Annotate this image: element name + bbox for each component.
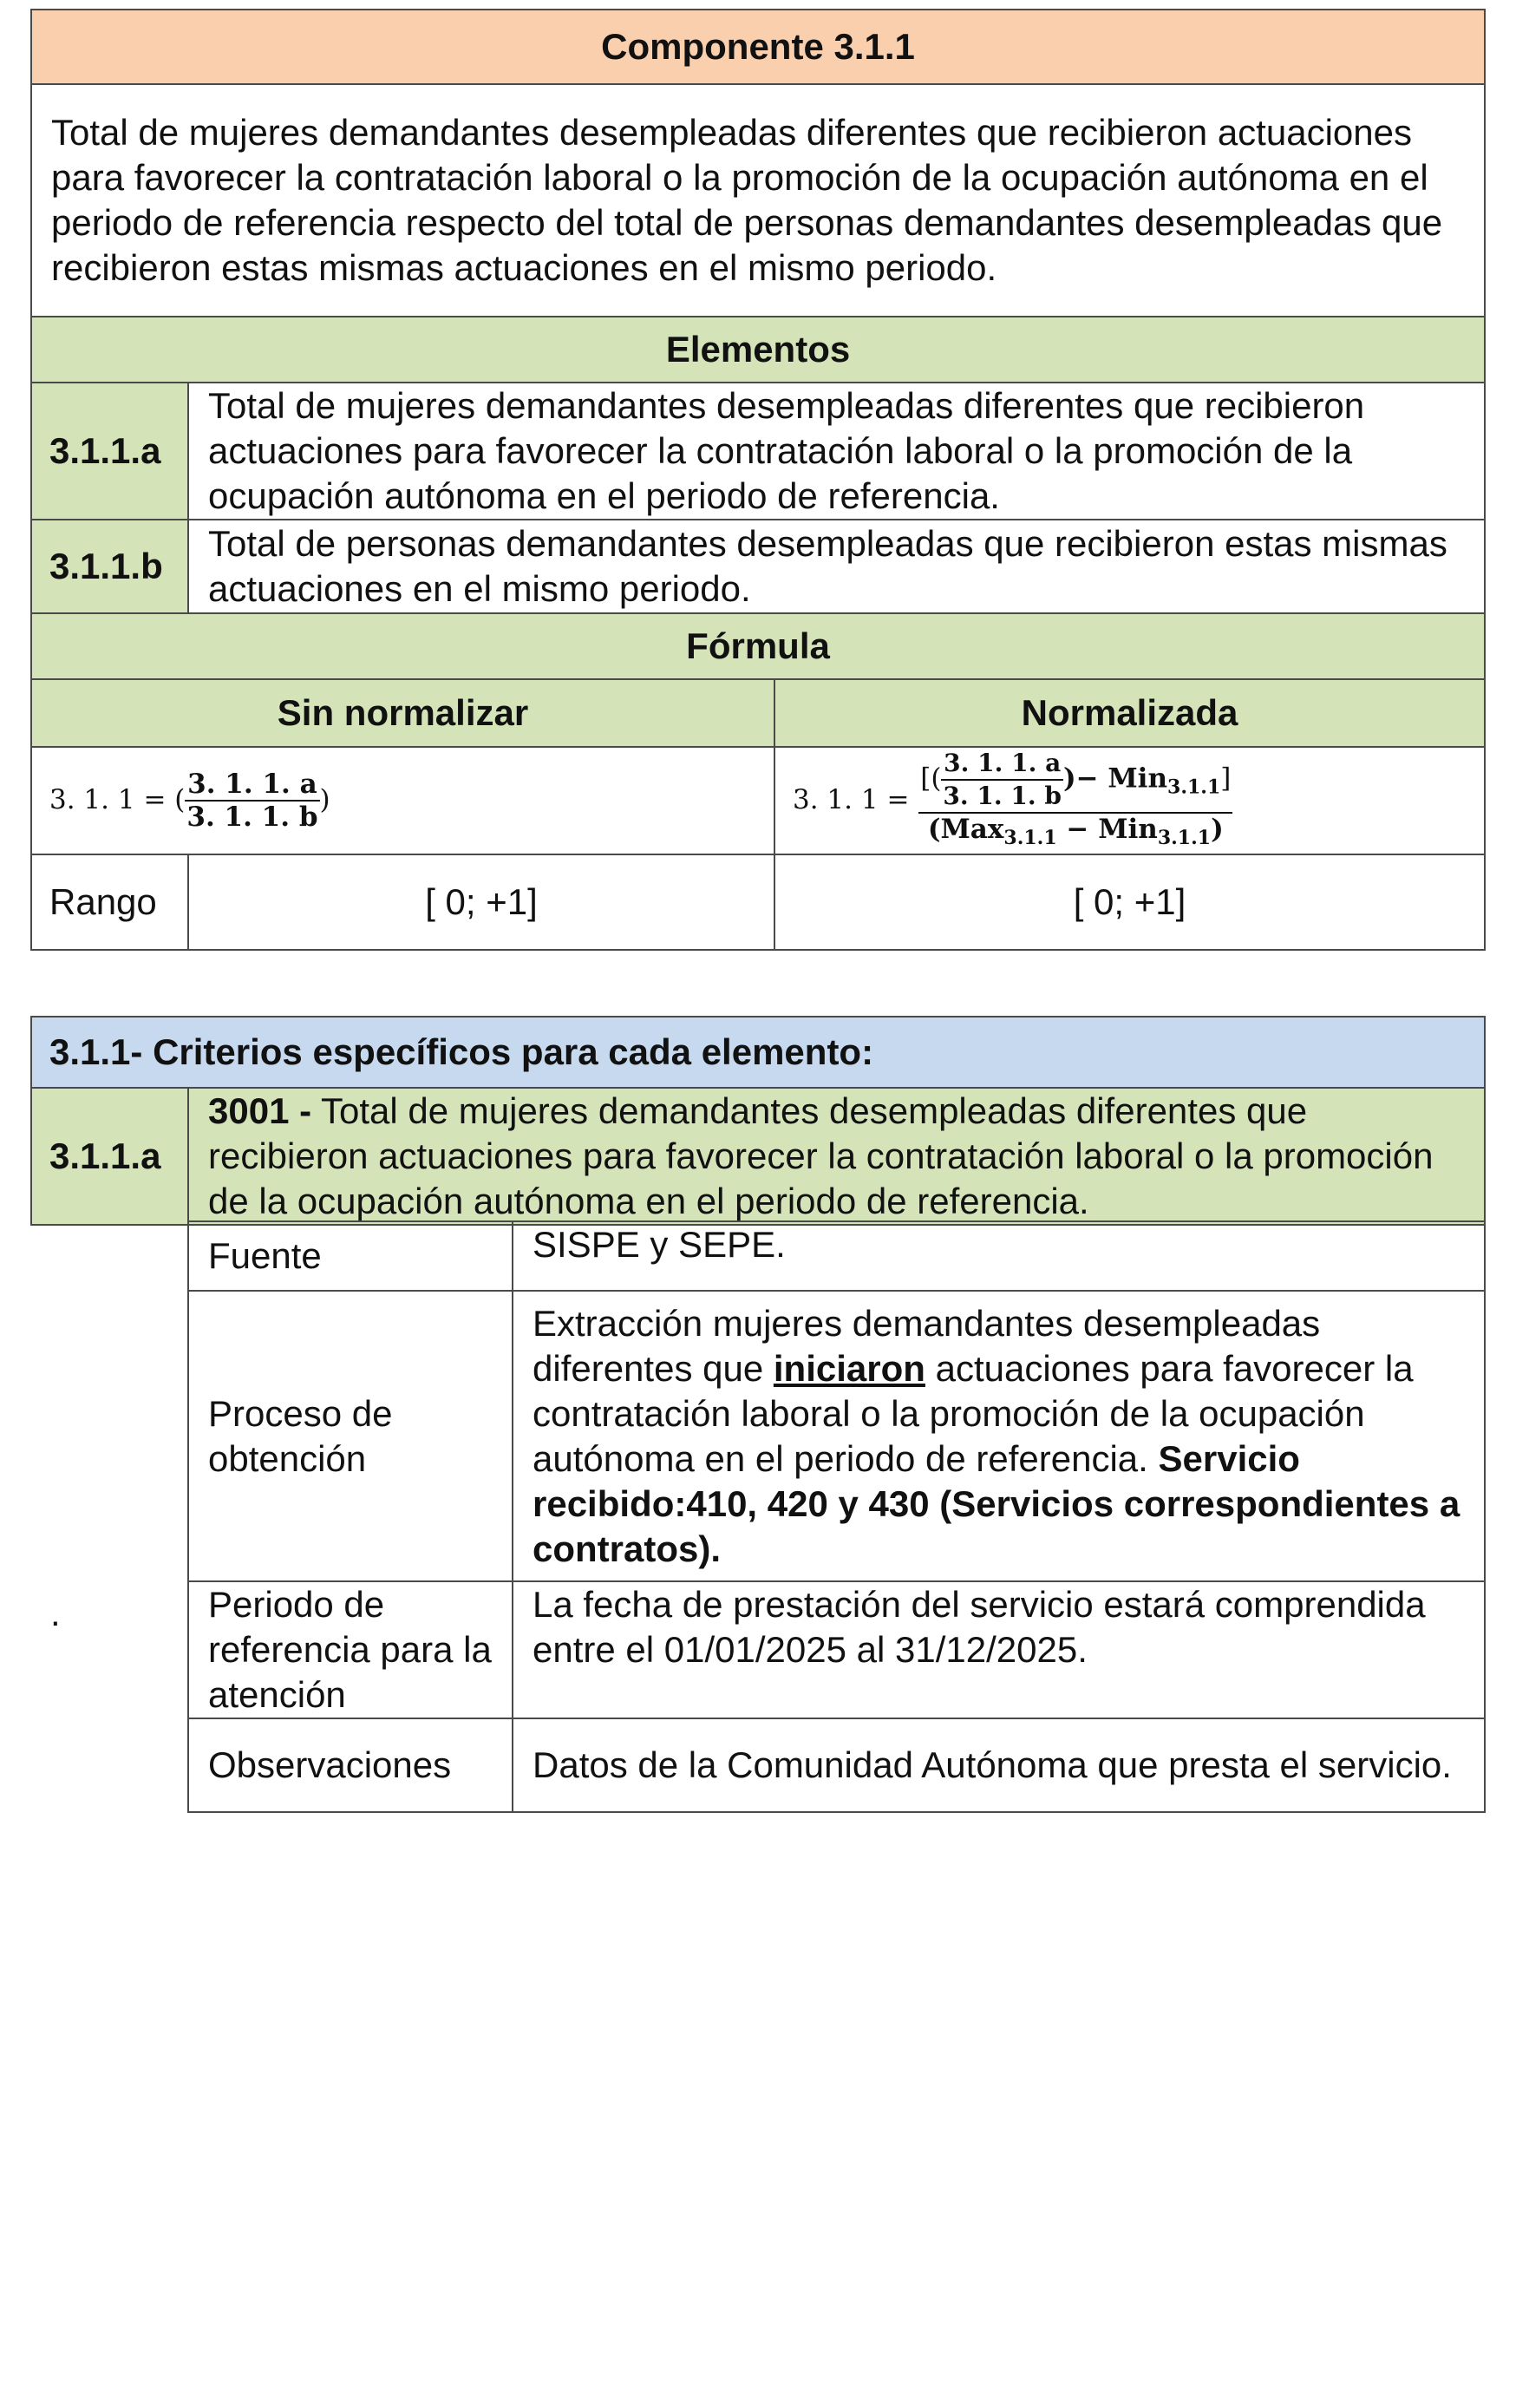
observaciones-label: Observaciones <box>188 1718 513 1812</box>
criteria-element-text: 3001 - Total de mujeres demandantes desempleadas diferentes que recibieron actuaciones para favorecer la contratación laboral o la promoción de la ocupación autónoma en el periodo de referencia. <box>188 1088 1485 1225</box>
col-header-raw: Sin normalizar <box>31 679 774 747</box>
proceso-value: Extracción mujeres demandantes desempleadas diferentes que iniciaron actuaciones para favorecer la contratación laboral o la promoción de la ocupación autónoma en el periodo de referencia. Servicio recibido:410, 420 y 430 (Servicios correspondientes a contratos). <box>513 1291 1485 1581</box>
range-normalized: [ 0; +1] <box>774 854 1485 950</box>
element-text: Total de mujeres demandantes desempleadas diferentes que recibieron actuaciones para favorecer la contratación laboral o la promoción de la ocupación autónoma en el periodo de referencia. <box>188 383 1485 520</box>
criteria-header: 3.1.1- Criterios específicos para cada elemento: <box>31 1017 1485 1088</box>
periodo-label: Periodo de referencia para la atención <box>188 1581 513 1718</box>
col-header-normalized: Normalizada <box>774 679 1485 747</box>
element-row <box>31 520 1485 613</box>
element-text: Total de personas demandantes desempleadas que recibieron estas mismas actuaciones en el mismo periodo. <box>188 520 1485 613</box>
proceso-label: Proceso de obtención <box>188 1291 513 1581</box>
criteria-table <box>30 1016 1486 1226</box>
observaciones-value: Datos de la Comunidad Autónoma que presta el servicio. <box>513 1718 1485 1812</box>
range-label: Rango <box>31 854 188 950</box>
range-raw: [ 0; +1] <box>188 854 774 950</box>
fuente-value: SISPE y SEPE. <box>513 1221 1485 1291</box>
criteria-element-code: 3.1.1.a <box>31 1088 188 1225</box>
formula-normalized: 3. 1. 1 = [( $\frac{3. 1. 1. a}{3. 1. 1. b}$ )− Min$_{3.1.1}$] (Max$_{3.1.1}$ − Min$_{3.1.1}$) <box>774 747 1485 854</box>
element-row <box>31 383 1485 520</box>
element-code: 3.1.1.a <box>31 383 188 520</box>
element-code: 3.1.1.b <box>31 520 188 613</box>
elements-header: Elementos <box>31 317 1485 383</box>
component-title: Componente 3.1.1 <box>31 10 1485 84</box>
margin-dot: . <box>50 1593 61 1633</box>
formula-header: Fórmula <box>31 613 1485 679</box>
component-table <box>30 9 1486 951</box>
criteria-details-table <box>187 1220 1486 1813</box>
formula-raw: 3. 1. 1 = ( $\frac{3. 1. 1. a}{3. 1. 1. b}$ ) <box>31 747 774 854</box>
fuente-label: Fuente <box>188 1221 513 1291</box>
component-description: Total de mujeres demandantes desempleadas diferentes que recibieron actuaciones para favorecer la contratación laboral o la promoción de la ocupación autónoma en el periodo de referencia respecto del total de personas demandantes desempleadas que recibieron estas mismas actuaciones en el mismo periodo. <box>31 84 1485 317</box>
periodo-value: La fecha de prestación del servicio estará comprendida entre el 01/01/2025 al 31/12/2025. <box>513 1581 1485 1718</box>
